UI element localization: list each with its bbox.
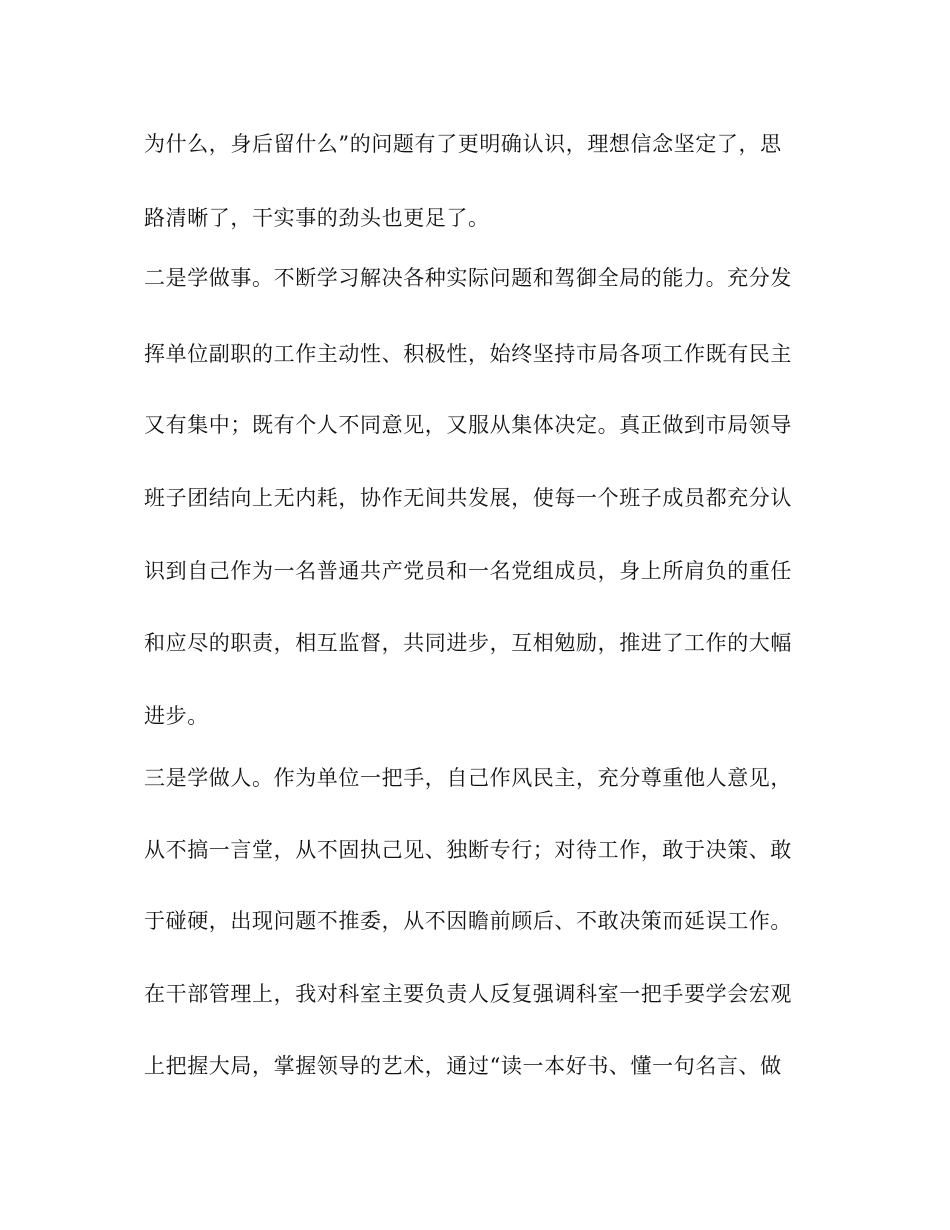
text-line: 班子团结向上无内耗，协作无间共发展，使每一个班子成员都充分认 <box>144 486 792 510</box>
text-line: 又有集中；既有个人不同意见，又服从集体决定。真正做到市局领导 <box>144 413 792 437</box>
text-line: 挥单位副职的工作主动性、积极性，始终坚持市局各项工作既有民主 <box>144 342 792 366</box>
text-line: 二是学做事。不断学习解决各种实际问题和驾御全局的能力。充分发 <box>144 266 792 290</box>
text-line: 路清晰了，干实事的劲头也更足了。 <box>144 206 490 230</box>
text-line: 为什么，身后留什么”的问题有了更明确认识，理想信念坚定了，思 <box>144 132 782 156</box>
text-line: 上把握大局，掌握领导的艺术，通过“读一本好书、懂一句名言、做 <box>144 1054 782 1078</box>
text-line: 进步。 <box>144 704 209 728</box>
text-line: 在干部管理上，我对科室主要负责人反复强调科室一把手要学会宏观 <box>144 982 792 1006</box>
text-line: 识到自己作为一名普通共产党员和一名党组成员，身上所肩负的重任 <box>144 559 792 583</box>
text-line: 三是学做人。作为单位一把手，自己作风民主，充分尊重他人意见， <box>144 766 792 790</box>
text-line: 于碰硬，出现问题不推委，从不因瞻前顾后、不敢决策而延误工作。 <box>144 909 792 933</box>
text-line: 和应尽的职责，相互监督，共同进步，互相勉励，推进了工作的大幅 <box>144 631 792 655</box>
text-line: 从不搞一言堂，从不固执己见、独断专行；对待工作，敢于决策、敢 <box>144 838 792 862</box>
